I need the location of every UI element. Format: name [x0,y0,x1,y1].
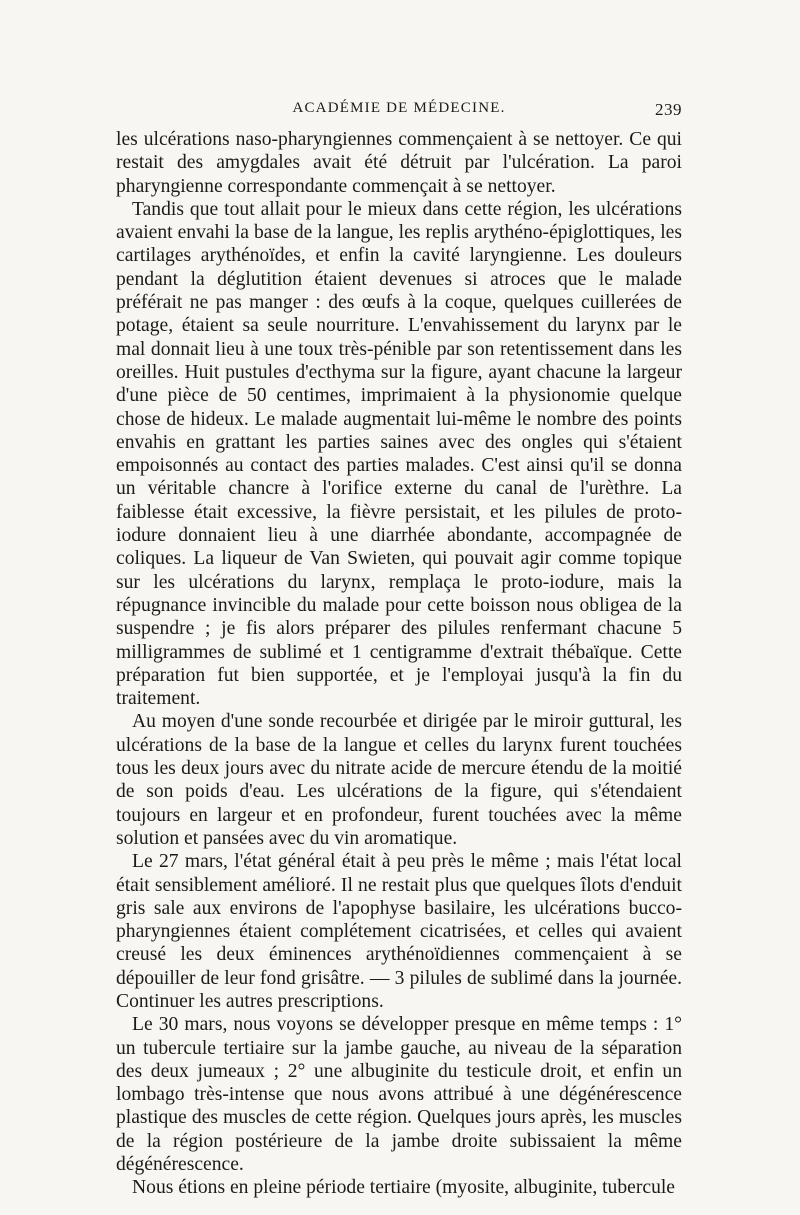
paragraph-1: les ulcérations naso-pharyngiennes commençaient à se nettoyer. Ce qui restait des amygdales avait été détruit par l'ulcération. La paroi pharyngienne correspondante commençait à se nettoyer. [116,129,682,197]
page-number: 239 [655,100,682,119]
paragraph-3: Au moyen d'une sonde recourbée et dirigée par le miroir guttural, les ulcérations de la base de la langue et celles du larynx furent touchées tous les deux jours avec du nitrate acide de mercure étendu de la moitié de son poids d'eau. Les ulcérations de la figure, qui s'étendaient toujours en largeur et en profondeur, furent touchées avec la même solution et pansées avec du vin aromatique. [116,711,682,849]
paragraph-4: Le 27 mars, l'état général était à peu près le même ; mais l'état local était sensiblement amélioré. Il ne restait plus que quelques îlots d'enduit gris sale aux environs de l'apophyse basilaire, les ulcérations bucco-pharyngiennes étaient complétement cicatrisées, et celles qui avaient creusé les deux éminences arythénoïdiennes commençaient à se dépouiller de leur fond grisâtre. — 3 pilules de sublimé dans la journée. Continuer les autres prescriptions. [116,851,682,1012]
paragraph-5: Le 30 mars, nous voyons se développer presque en même temps : 1° un tubercule tertiaire sur la jambe gauche, au niveau de la séparation des deux jumeaux ; 2° une albuginite du testicule droit, et enfin un lombago très-intense que nous avons attribué à une dégénérescence plastique des muscles de cette région. Quelques jours après, les muscles de la région postérieure de la jambe droite subissaient la même dégénérescence. [116,1014,682,1176]
running-title: ACADÉMIE DE MÉDECINE. [292,100,506,116]
body-text [116,128,682,1200]
paragraph-6: Nous étions en pleine période tertiaire (myosite, albuginite, tubercule [132,1177,676,1199]
running-head [116,100,682,124]
paragraph-2: Tandis que tout allait pour le mieux dans cette région, les ulcérations avaient envahi la base de la langue, les replis arythéno-épiglottiques, les cartilages arythénoïdes, et enfin la cavité laryngienne. Les douleurs pendant la déglutition étaient devenues si atroces que le malade préférait ne pas manger : des œufs à la coque, quelques cuillerées de potage, étaient sa seule nourriture. L'envahissement du larynx par le mal donnait lieu à une toux très-pénible par son retentissement dans les oreilles. Huit pustules d'ecthyma sur la figure, ayant chacune la largeur d'une pièce de 50 centimes, imprimaient à la physionomie quelque chose de hideux. Le malade augmentait lui-même le nombre des points envahis en grattant les parties saines avec des ongles qui s'étaient empoisonnés au contact des parties malades. C'est ainsi qu'il se donna un véritable chancre à l'orifice externe du canal de l'urèthre. La faiblesse était excessive, la fièvre persistait, et les pilules de proto-iodure donnaient lieu à une diarrhée abondante, accompagnée de coliques. La liqueur de Van Swieten, qui pouvait agir comme topique sur les ulcérations du larynx, remplaça le proto-iodure, mais la répugnance invincible du malade pour cette boisson nous obligea de la suspendre ; je fis alors préparer des pilules renfermant chacune 5 milligrammes de sublimé et 1 centigramme d'extrait thébaïque. Cette préparation fut bien supportée, et je l'employai jusqu'à la fin du traitement. [116,198,682,710]
